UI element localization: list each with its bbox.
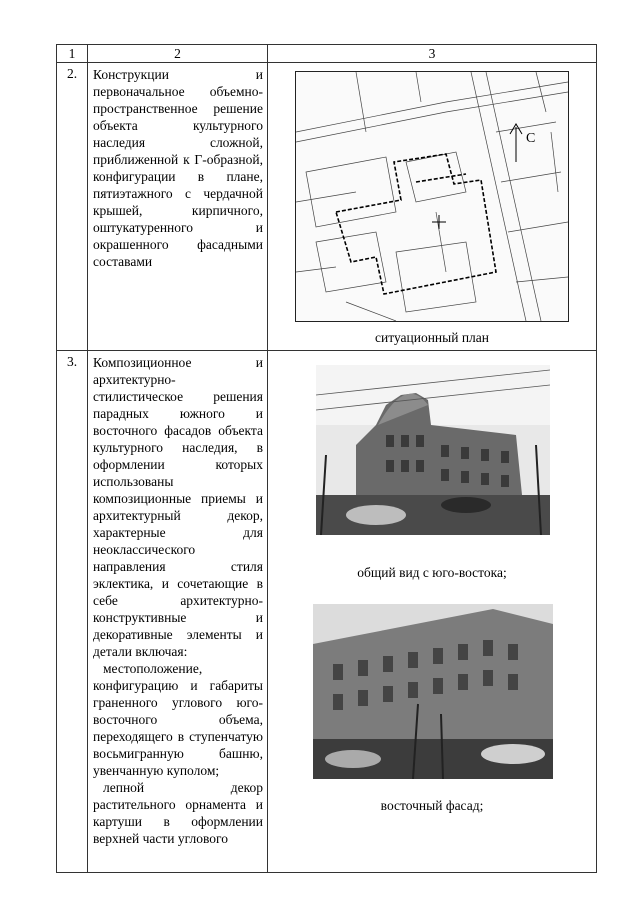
description-paragraph: лепной декор растительного орнамента и картуши в оформлении верхней части углового bbox=[93, 780, 263, 846]
header-row bbox=[57, 45, 597, 63]
header-col-2: 2 bbox=[88, 45, 268, 63]
photo-east-facade bbox=[313, 604, 553, 779]
row-number: 3. bbox=[57, 351, 88, 873]
figure-cell bbox=[268, 63, 597, 351]
description-paragraph: Конструкции и первоначальное объемно-пространственное решение объекта культурного наследия сложной, приближенной к Г-образной, конфигурации в плане, пятиэтажного с чердачной крышей, кирпичного, оштукатуренного и окрашенного фасадными составами bbox=[93, 67, 263, 269]
table-row bbox=[57, 351, 597, 873]
photo-southeast bbox=[316, 365, 550, 535]
row-description bbox=[88, 351, 268, 873]
heritage-table bbox=[56, 44, 597, 873]
north-label: С bbox=[526, 131, 536, 146]
header-col-3: 3 bbox=[268, 45, 597, 63]
description-paragraph: местоположение, конфигурацию и габариты граненного углового юго-восточного объема, переходящего в ступенчатую восьмигранную башню, увенчанную куполом; bbox=[93, 661, 263, 778]
site-plan-map bbox=[295, 71, 569, 322]
figure-cell bbox=[268, 351, 597, 873]
description-paragraph: Композиционное и архитектурно-стилистическое решения парадных южного и восточного фасадов объекта культурного наследия, в оформлении которых использованы композиционные приемы и архитектурный декор, характерные для неоклассического направления стиля эклектика, и сочетающие в себе архитектурно-конструктивные и декоративные элементы и детали включая: bbox=[93, 355, 263, 659]
site-plan-drawing bbox=[296, 72, 568, 321]
southeast-view-caption: общий вид с юго-востока; bbox=[357, 565, 507, 580]
table-row bbox=[57, 63, 597, 351]
east-facade-caption: восточный фасад; bbox=[380, 798, 484, 813]
east-facade-photo bbox=[313, 604, 553, 779]
site-plan-caption: ситуационный план bbox=[375, 330, 489, 345]
row-description bbox=[88, 63, 268, 351]
row-number: 2. bbox=[57, 63, 88, 351]
southeast-view-photo bbox=[316, 365, 550, 535]
header-col-1: 1 bbox=[57, 45, 88, 63]
